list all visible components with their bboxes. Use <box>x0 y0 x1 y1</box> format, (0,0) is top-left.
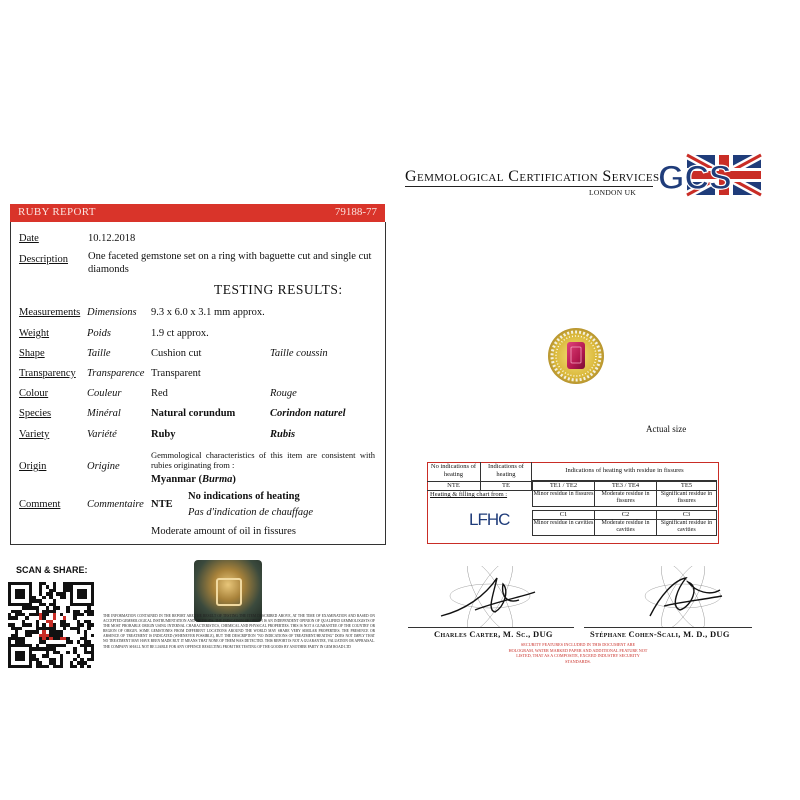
qr-code[interactable] <box>8 582 94 668</box>
shape-label: Shape <box>19 348 45 359</box>
origin-value-line: Myanmar (Burma) <box>151 474 236 485</box>
col-heating-residue: Indications of heating with residue in fissures <box>532 462 717 481</box>
disclaimer-text: THE INFORMATION CONTAINED IN THE REPORT ARE THE RESULT OF TESTING THE ITEM DESCRIBED ABOVE, AT THE TIME OF EXAMINATION AND BASED ON ACCEPTED GEMMOLOGICAL INSTRUMENTATION AND METHODS. THE INDICATION OF ORIGIN IS AN INDEPENDENT OPINION OF QUALIFIED GEMMOLOGISTS OF THE MOST PROBABLE ORIGIN USING INTERNAL CHARACTERISTICS, CHEMICAL AND PHYSICAL PROPERTIES. THIS IS NOT A GUARANTEE OF THE COUNTRY OR REGION OF ORIGIN. SOME GEMSTONES FROM DIFFERENT LOCATIONS AROUND THE WORLD MAY SHARE VERY SIMILAR PROPERTIES. THE PRESENCE OR ABSENCE OF TREATMENT IS INDICATED (WHENEVER POSSIBLE), BUT THE DESCRIPTION "NO INDICATIONS OF TREATMENT/HEATING" DOES NOT IMPLY THAT NO TREATMENT MAY HAVE BEEN MADE BUT IT MEANS THAT NONE OF THEM WAS DETECTED. THIS REPORT IS NOT A GUARANTEE, VALUATION OR APPRAISAL. THE COMPANY SHALL NOT BE LIABLE FOR ANY OFFENCE RESULTING FROM THE TESTING OF THE GOODS BY ANOTHER PARTY IN GEM ROAD LTD <box>103 614 375 649</box>
colour-fr: Couleur <box>87 388 122 399</box>
left-signatory: Charles Carter, M. Sc., DUG <box>434 629 553 639</box>
comment-label: Comment <box>19 499 61 510</box>
report-title: RUBY REPORT <box>18 206 96 218</box>
right-signature-line <box>584 627 752 628</box>
origin-fr: Origine <box>87 461 120 472</box>
security-note: SECURITY FEATURES INCLUDED IN THIS DOCUMENT ARE HOLOGRAM, WATER MARKED PAPER AND ADDITIONAL FEATURE NOT LISTED, THAT AS A COMPOSITE, EXCEED INDUSTRY SECURITY STANDARDS. <box>508 642 648 664</box>
te-desc-2: Moderate residue in fissures <box>594 490 657 507</box>
species-value: Natural corundum <box>151 408 236 419</box>
code-nte: NTE <box>427 481 481 491</box>
transparency-fr: Transparence <box>87 368 145 379</box>
colour-label: Colour <box>19 388 49 399</box>
transparency-label: Transparency <box>19 368 76 379</box>
variety-value-fr: Rubis <box>270 429 296 440</box>
ring-caption: Actual size <box>646 424 687 434</box>
origin-note: Gemmological characteristics of this item are consistent with rubies originating from : <box>151 450 375 470</box>
lfhc-logo: LFHC <box>469 510 510 529</box>
c-desc-2: Moderate residue in cavities <box>594 519 657 536</box>
gcs-logo <box>657 151 763 199</box>
measurements-fr: Dimensions <box>87 307 137 318</box>
security-hologram <box>194 560 262 622</box>
variety-label: Variety <box>19 429 50 440</box>
origin-value-fr: Burma <box>202 474 233 485</box>
comment-code: NTE <box>151 499 173 510</box>
measurements-label: Measurements <box>19 307 81 318</box>
company-location: LONDON UK <box>589 188 637 197</box>
measurements-value: 9.3 x 6.0 x 3.1 mm approx. <box>151 307 265 318</box>
shape-value-fr: Taille coussin <box>270 348 328 359</box>
left-signature <box>435 566 545 628</box>
chart-label: Heating & filling chart from : <box>430 491 508 498</box>
right-signature <box>630 566 736 628</box>
right-signatory: Stéphane Cohen-Scali, M. D., DUG <box>590 629 730 639</box>
c-table <box>532 510 717 538</box>
c-desc-3: Significant residue in cavities <box>656 519 717 536</box>
origin-value: Myanmar <box>151 474 196 485</box>
logo-lettering: GCS <box>658 159 732 197</box>
colour-value: Red <box>151 388 168 399</box>
te-desc-3: Significant residue in fissures <box>656 490 717 507</box>
testing-heading: TESTING RESULTS: <box>214 282 343 297</box>
report-title-bar <box>10 204 385 222</box>
variety-fr: Variété <box>87 429 117 440</box>
c-code-3: C3 <box>656 510 717 520</box>
heating-chart <box>427 462 723 544</box>
variety-value: Ruby <box>151 429 176 440</box>
species-label: Species <box>19 408 52 419</box>
description-label: Description <box>19 254 68 265</box>
code-te: TE <box>481 481 532 491</box>
c-code-1: C1 <box>532 510 595 520</box>
date-value: 10.12.2018 <box>88 233 136 244</box>
col-heating: Indications of heating <box>481 462 532 482</box>
comment-en: No indications of heating <box>188 491 300 502</box>
te-code-1: TE1 / TE2 <box>532 481 595 491</box>
date-label: Date <box>19 233 39 244</box>
shape-fr: Taille <box>87 348 111 359</box>
species-fr: Minéral <box>87 408 121 419</box>
shape-value: Cushion cut <box>151 348 202 359</box>
te-code-3: TE5 <box>656 481 717 491</box>
te-desc-1: Minor residue in fissures <box>532 490 595 507</box>
comment-fr: Commentaire <box>87 499 144 510</box>
weight-label: Weight <box>19 328 50 339</box>
left-signature-line <box>408 627 574 628</box>
weight-fr: Poids <box>87 328 111 339</box>
origin-label: Origin <box>19 461 47 472</box>
description-value: One faceted gemstone set on a ring with baguette cut and single cut diamonds <box>88 251 372 275</box>
te-table <box>532 481 717 504</box>
c-desc-1: Minor residue in cavities <box>532 519 595 536</box>
colour-value-fr: Rouge <box>270 388 297 399</box>
comment-fr-text: Pas d'indication de chauffage <box>188 507 314 518</box>
col-no-heating: No indications of heating <box>427 462 481 482</box>
te-code-2: TE3 / TE4 <box>594 481 657 491</box>
weight-value: 1.9 ct approx. <box>151 328 209 339</box>
report-number: 79188-77 <box>334 206 377 218</box>
transparency-value: Transparent <box>151 368 201 379</box>
scan-share-label: SCAN & SHARE: <box>16 565 88 575</box>
company-name: Gemmological Certification Services <box>405 168 660 185</box>
comment-oil: Moderate amount of oil in fissures <box>151 526 296 537</box>
species-value-fr: Corindon naturel <box>270 408 346 419</box>
c-code-2: C2 <box>594 510 657 520</box>
ring-photo <box>545 325 607 387</box>
